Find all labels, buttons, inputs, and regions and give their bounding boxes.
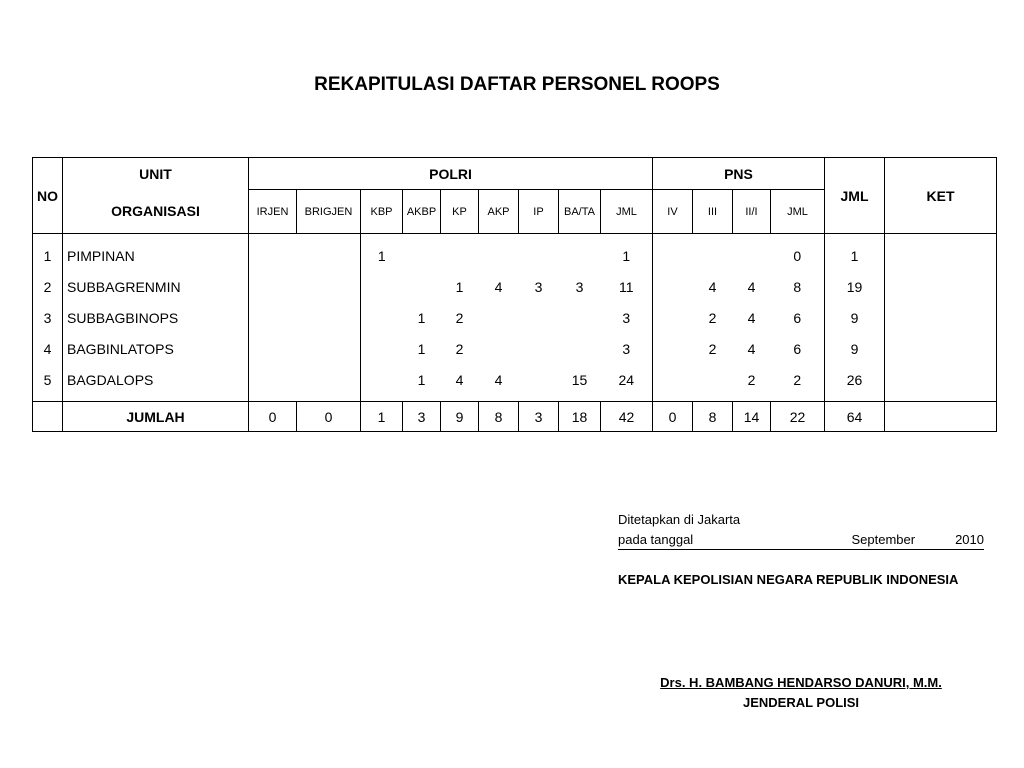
header-iv: IV — [653, 190, 693, 234]
total-iv: 0 — [653, 402, 693, 432]
cell-pns-jml: 6 — [771, 302, 825, 333]
total-akbp: 3 — [403, 402, 441, 432]
cell-jml: 26 — [825, 364, 885, 402]
cell-bata: 3 — [575, 278, 584, 295]
signer-name: Drs. H. BAMBANG HENDARSO DANURI, M.M. — [660, 675, 942, 690]
row-no: 1 — [33, 234, 63, 272]
cell-iv — [653, 364, 693, 402]
cell-iii — [693, 234, 733, 272]
cell-kp: 4 — [441, 364, 479, 402]
cell-jml: 1 — [825, 234, 885, 272]
cell-brigjen — [297, 234, 361, 272]
cell-kbp — [361, 302, 403, 333]
cell-ip — [519, 302, 559, 333]
cell-akbp: 1 — [417, 309, 426, 326]
total-iii: 8 — [693, 402, 733, 432]
cell-iii-i: 4 — [747, 340, 756, 357]
cell-polri-jml: 11 — [601, 271, 653, 302]
header-bata: BA/TA — [559, 190, 601, 234]
total-polri-jml: 42 — [601, 402, 653, 432]
cell-bata — [559, 302, 601, 333]
header-ip: IP — [519, 190, 559, 234]
row-no: 4 — [33, 333, 63, 364]
header-irjen: IRJEN — [249, 190, 297, 234]
total-pns-jml: 22 — [771, 402, 825, 432]
header-iii-i: II/I — [733, 190, 771, 234]
total-akp: 8 — [479, 402, 519, 432]
cell-akbp: 1 — [417, 340, 426, 357]
table-row — [33, 302, 997, 333]
cell-ket — [885, 333, 997, 364]
header-pns: PNS — [653, 158, 825, 190]
cell-iv — [653, 333, 693, 364]
cell-kp: 2 — [455, 309, 464, 326]
signer-rank: JENDERAL POLISI — [742, 695, 860, 710]
signature-place: Ditetapkan di Jakarta — [618, 512, 741, 527]
cell-polri-jml: 1 — [601, 234, 653, 272]
cell-brigjen — [297, 364, 361, 402]
total-ip: 3 — [519, 402, 559, 432]
cell-irjen — [249, 333, 297, 364]
table-row — [33, 271, 997, 302]
header-no: NO — [33, 158, 63, 234]
cell-ket — [885, 234, 997, 272]
cell-kp: 2 — [455, 340, 464, 357]
cell-akp: 4 — [479, 364, 519, 402]
cell-ket — [885, 271, 997, 302]
total-kbp: 1 — [361, 402, 403, 432]
signature-block — [618, 510, 984, 590]
total-ket — [885, 402, 997, 432]
cell-kp: 1 — [455, 278, 464, 295]
cell-brigjen — [297, 271, 361, 302]
cell-iii-i: 4 — [747, 278, 756, 295]
header-kbp: KBP — [361, 190, 403, 234]
row-no: 2 — [33, 271, 63, 302]
cell-irjen — [249, 364, 297, 402]
total-brigjen: 0 — [297, 402, 361, 432]
row-unit: SUBBAGBINOPS — [63, 302, 249, 333]
cell-polri-jml: 3 — [601, 333, 653, 364]
header-iii: III — [693, 190, 733, 234]
row-unit: BAGDALOPS — [63, 364, 249, 402]
header-organisasi: ORGANISASI — [63, 190, 249, 234]
cell-jml: 9 — [825, 333, 885, 364]
total-row — [33, 402, 997, 432]
cell-ket — [885, 302, 997, 333]
cell-jml: 9 — [825, 302, 885, 333]
cell-iv — [653, 234, 693, 272]
cell-iii — [693, 364, 733, 402]
cell-iii: 2 — [708, 340, 717, 357]
header-polri: POLRI — [249, 158, 653, 190]
total-iii-i: 14 — [733, 402, 771, 432]
cell-iii-i: 2 — [733, 364, 771, 402]
header-brigjen: BRIGJEN — [297, 190, 361, 234]
cell-iv — [653, 302, 693, 333]
signature-date-label: pada tanggal — [618, 532, 694, 547]
cell-polri-jml: 3 — [601, 302, 653, 333]
cell-iv — [653, 271, 693, 302]
row-no: 3 — [33, 302, 63, 333]
total-kp: 9 — [441, 402, 479, 432]
cell-akbp — [403, 271, 441, 302]
cell-ip: 3 — [534, 278, 543, 295]
total-irjen: 0 — [249, 402, 297, 432]
cell-kbp: 1 — [377, 247, 386, 264]
signature-month: September — [851, 532, 916, 547]
header-akbp: AKBP — [403, 190, 441, 234]
row-unit: SUBBAGRENMIN — [63, 271, 249, 302]
cell-bata: 15 — [559, 364, 601, 402]
cell-ip — [519, 234, 559, 272]
cell-brigjen — [297, 302, 361, 333]
header-kp: KP — [441, 190, 479, 234]
cell-pns-jml: 0 — [771, 234, 825, 272]
cell-kbp — [361, 333, 403, 364]
total-no — [33, 402, 63, 432]
cell-jml: 19 — [825, 271, 885, 302]
cell-ip — [519, 333, 559, 364]
cell-iii: 4 — [708, 278, 717, 295]
personnel-table — [32, 157, 997, 432]
signature-year: 2010 — [955, 532, 984, 547]
cell-kbp — [361, 271, 403, 302]
document-title: REKAPITULASI DAFTAR PERSONEL ROOPS — [314, 74, 720, 95]
cell-akp — [479, 333, 519, 364]
header-ket: KET — [885, 158, 997, 234]
cell-polri-jml: 24 — [601, 364, 653, 402]
cell-akbp: 1 — [403, 364, 441, 402]
cell-pns-jml: 8 — [771, 271, 825, 302]
cell-kp — [441, 234, 479, 272]
signature-date-line — [618, 530, 984, 550]
signer-block — [560, 673, 1024, 713]
cell-brigjen — [297, 333, 361, 364]
signature-office: KEPALA KEPOLISIAN NEGARA REPUBLIK INDONESIA — [618, 572, 959, 587]
cell-iii-i — [733, 234, 771, 272]
cell-akbp — [403, 234, 441, 272]
header-jml: JML — [825, 158, 885, 234]
cell-kbp — [361, 364, 403, 402]
table-row — [33, 364, 997, 402]
cell-irjen — [249, 302, 297, 333]
cell-irjen — [249, 271, 297, 302]
table-row — [33, 234, 997, 272]
header-akp: AKP — [479, 190, 519, 234]
cell-iii: 2 — [708, 309, 717, 326]
table-row — [33, 333, 997, 364]
row-no: 5 — [33, 364, 63, 402]
cell-ip — [519, 364, 559, 402]
header-polri-jml: JML — [601, 190, 653, 234]
cell-bata — [559, 333, 601, 364]
cell-pns-jml: 6 — [771, 333, 825, 364]
cell-irjen — [249, 234, 297, 272]
cell-bata — [559, 234, 601, 272]
cell-ket — [885, 364, 997, 402]
cell-akp: 4 — [494, 278, 503, 295]
row-unit: BAGBINLATOPS — [63, 333, 249, 364]
cell-akp — [479, 234, 519, 272]
total-jml: 64 — [825, 402, 885, 432]
header-unit: UNIT — [63, 158, 249, 190]
total-bata: 18 — [559, 402, 601, 432]
row-unit: PIMPINAN — [63, 234, 249, 272]
total-label: JUMLAH — [63, 402, 249, 432]
cell-pns-jml: 2 — [771, 364, 825, 402]
header-pns-jml: JML — [771, 190, 825, 234]
cell-akp — [479, 302, 519, 333]
cell-iii-i: 4 — [747, 309, 756, 326]
